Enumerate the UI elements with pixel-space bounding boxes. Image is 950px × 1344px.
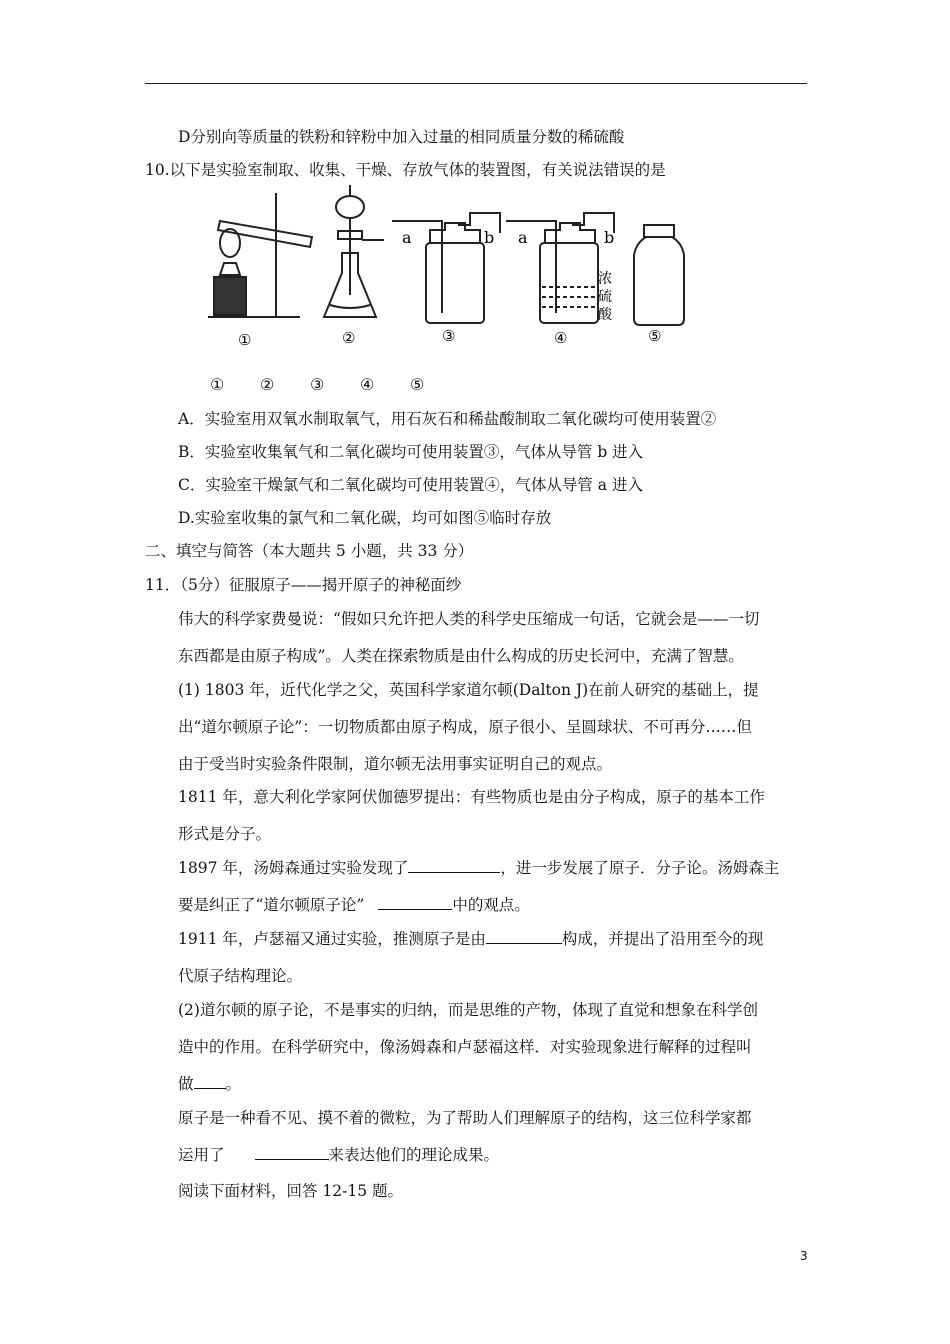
blank-model[interactable] [255,1145,329,1160]
fig-label-2: ② [342,329,356,347]
para-4a-text-1: 1897 年，汤姆森通过实验发现了 [178,859,409,877]
figure-labels-row [210,375,460,394]
option-d-prev: D分别向等质量的铁粉和锌粉中加入过量的相同质量分数的稀硫酸 [178,128,625,146]
acid-label-3: 酸 [598,307,612,323]
para-3b: 形式是分子。 [178,825,272,843]
para-1a: 伟大的科学家费曼说：“假如只允许把人类的科学史压缩成一句话，它就会是——一切 [178,610,760,628]
blank-atom-structure[interactable] [486,929,562,944]
para-6a: (2)道尔顿的原子论，不是事实的归纳，而是思维的产物，体现了直觉和想象在科学创 [178,1001,758,1019]
blank-process[interactable] [194,1074,226,1089]
section-2-heading: 二、填空与简答（本大题共 5 小题，共 33 分） [145,542,474,560]
fig-label-4: ④ [554,329,568,347]
para-7b-text-1: 运用了 [178,1146,225,1164]
option-c: C．实验室干燥氯气和二氧化碳均可使用装置④，气体从导管 a 进入 [178,476,643,494]
para-4b [178,895,530,915]
para-6c [178,1074,241,1094]
para-4a [178,858,779,878]
para-4b-text-1: 要是纠正了“道尔顿原子论” [178,896,365,914]
label-2: ② [260,375,275,394]
para-8: 阅读下面材料，回答 12-15 题。 [178,1182,404,1200]
fig-label-1: ① [238,331,252,349]
para-5a-text-2: 构成，并提出了沿用至今的现 [561,930,764,948]
acid-label-1: 浓 [598,271,612,287]
para-3a: 1811 年，意大利化学家阿伏伽德罗提出：有些物质也是由分子构成，原子的基本工作 [178,788,765,806]
para-6c-text-2: 。 [225,1075,242,1093]
label-4: ④ [360,375,375,394]
apparatus-5-bottle [634,225,684,325]
option-a: A．实验室用双氧水制取氧气，用石灰石和稀盐酸制取二氧化碳均可使用装置② [178,410,717,428]
tube-label-b4: b [604,228,615,247]
para-1b: 东西都是由原子构成”。人类在探索物质是由什么构成的历史长河中，充满了智慧。 [178,647,744,665]
tube-label-a4: a [518,228,528,247]
label-1: ① [210,375,225,394]
para-6c-text-1: 做 [178,1075,194,1093]
para-2c: 由于受当时实验条件限制，道尔顿无法用事实证明自己的观点。 [178,755,613,773]
para-4a-text-2: ，进一步发展了原子．分子论。汤姆森主 [500,859,780,877]
para-2a: (1) 1803 年，近代化学之父，英国科学家道尔顿(Dalton J)在前人研究的基础上，提 [178,681,759,699]
blank-electron[interactable] [408,858,500,873]
apparatus-1-heating [208,193,312,317]
option-d: D.实验室收集的氯气和二氧化碳，均可如图⑤临时存放 [178,509,552,527]
para-7b-text-2: 来表达他们的理论成果。 [328,1146,500,1164]
header-rule [145,83,807,84]
option-b: B．实验室收集氧气和二氧化碳均可使用装置③，气体从导管 b 进入 [178,443,644,461]
label-3: ③ [310,375,325,394]
apparatus-2-flask [324,185,384,317]
para-4b-text-2: 中的观点。 [452,896,530,914]
para-5a-text-1: 1911 年，卢瑟福又通过实验，推测原子是由 [178,930,486,948]
page-number: 3 [800,1249,808,1263]
para-2b: 出“道尔顿原子论”：一切物质都由原子构成，原子很小、呈圆球状、不可再分……但 [178,718,752,736]
tube-label-a3: a [402,228,412,247]
para-7b [178,1145,499,1165]
question-10: 10.以下是实验室制取、收集、干燥、存放气体的装置图，有关说法错误的是 [145,161,666,179]
para-5b: 代原子结构理论。 [178,967,303,985]
acid-label-2: 硫 [598,289,612,305]
question-11: 11．（5分）征服原子——揭开原子的神秘面纱 [145,576,462,594]
fig-label-5: ⑤ [648,327,662,345]
tube-label-b3: b [484,228,495,247]
para-6b: 造中的作用。在科学研究中，像汤姆森和卢瑟福这样．对实验现象进行解释的过程叫 [178,1038,752,1056]
apparatus-figure [200,185,700,355]
label-5: ⑤ [410,375,425,394]
para-5a [178,929,763,949]
blank-dalton-view[interactable] [378,895,452,910]
para-7a: 原子是一种看不见、摸不着的微粒，为了帮助人们理解原子的结构，这三位科学家都 [178,1109,752,1127]
fig-label-3: ③ [442,327,456,345]
